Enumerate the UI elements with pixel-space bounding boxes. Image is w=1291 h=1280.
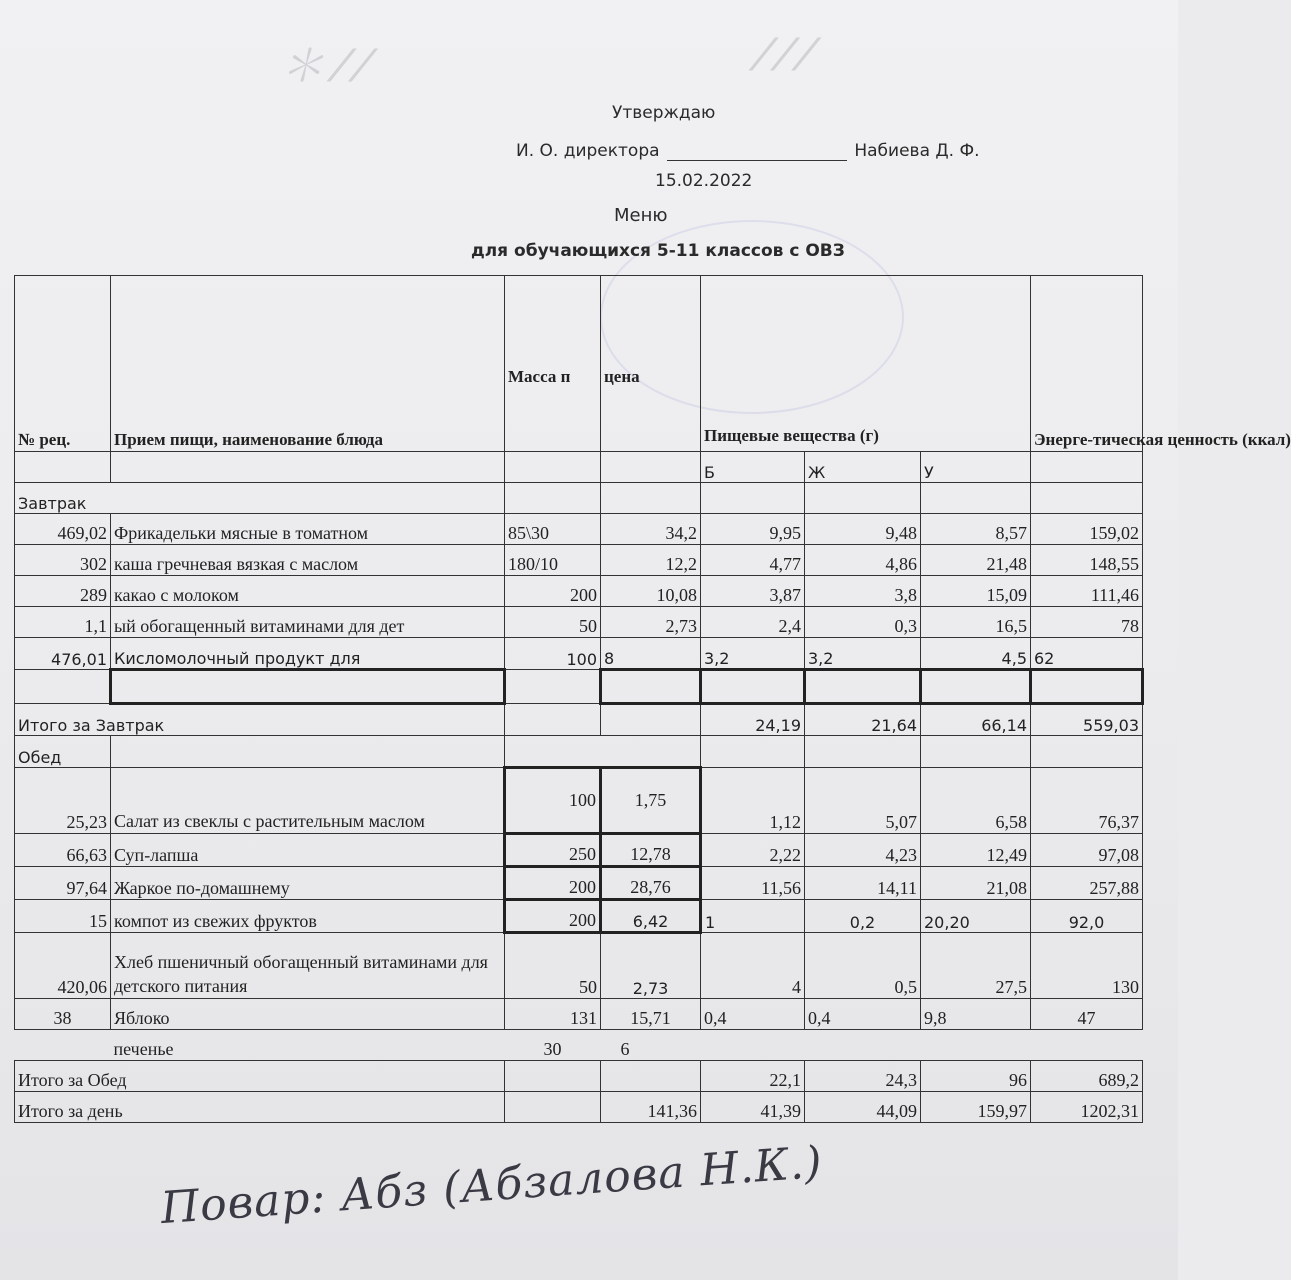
col-header-zh: Ж (805, 452, 921, 483)
cell-name: какао с молоком (111, 576, 505, 607)
approve-label: Утверждаю (612, 103, 716, 123)
cell-kcal: 111,46 (1031, 576, 1143, 607)
cell-mass: 85\30 (505, 514, 601, 545)
total-zh: 24,3 (805, 1061, 921, 1092)
cell-name: Кисломолочный продукт для (111, 638, 505, 670)
cell-no: 25,23 (15, 768, 111, 834)
pencil-marks-right: ⁄ ⁄ ⁄ (760, 30, 811, 81)
cell-b: 4,77 (701, 545, 805, 576)
cell-b: 2,4 (701, 607, 805, 638)
col-header-nutrients: Пищевые вещества (г) (701, 276, 1031, 452)
cell-zh: 9,48 (805, 514, 921, 545)
cell-no: 420,06 (15, 933, 111, 999)
director-line (516, 141, 980, 161)
cell-name: печенье (113, 1039, 174, 1059)
director-name: Набиева Д. Ф. (854, 141, 980, 161)
cell-name: Жаркое по-домашнему (111, 867, 505, 900)
page-subtitle: для обучающихся 5-11 классов с ОВЗ (471, 241, 845, 261)
cell-zh: 0,5 (805, 933, 921, 999)
cell-no: 289 (15, 576, 111, 607)
total-label: Итого за Завтрак (15, 704, 505, 736)
cell-zh: 3,2 (805, 638, 921, 670)
pencil-marks: ＊ ⁄ ⁄ (280, 41, 367, 92)
cell-price: 28,76 (601, 867, 701, 900)
cell-zh: 0,3 (805, 607, 921, 638)
cell-kcal: 148,55 (1031, 545, 1143, 576)
total-row-breakfast (15, 704, 1143, 736)
cell-u: 21,08 (921, 867, 1031, 900)
total-label: Итого за день (15, 1092, 505, 1123)
cell-kcal: 62 (1031, 638, 1143, 670)
cell-u: 16,5 (921, 607, 1031, 638)
table-subheader-row (15, 452, 1143, 483)
total-u: 96 (921, 1061, 1031, 1092)
cell-kcal: 130 (1031, 933, 1143, 999)
total-b: 24,19 (701, 704, 805, 736)
cell-name: ый обогащенный витаминами для дет (111, 607, 505, 638)
page-title: Меню (614, 205, 668, 226)
table-row (15, 768, 1143, 834)
col-header-b: Б (701, 452, 805, 483)
cell-price: 10,08 (601, 576, 701, 607)
cell-b: 4 (701, 933, 805, 999)
col-header-no: № рец. (15, 276, 111, 452)
director-label: И. О. директора (516, 141, 660, 161)
cell-mass: 50 (505, 607, 601, 638)
section-title: Завтрак (15, 483, 505, 514)
cell-name: Яблоко (111, 999, 505, 1030)
menu-table (14, 275, 1291, 1123)
table-row (15, 638, 1143, 670)
section-row-lunch (15, 736, 1143, 768)
section-title: Обед (15, 736, 111, 768)
cell-b: 3,2 (701, 638, 805, 670)
cell-zh: 0,2 (805, 900, 921, 933)
cell-b: 9,95 (701, 514, 805, 545)
col-header-price: цена (601, 276, 701, 452)
cell-name: Фрикадельки мясные в томатном (111, 514, 505, 545)
cell-name: Салат из свеклы с растительным маслом (111, 768, 505, 834)
table-header-row (15, 276, 1143, 452)
cell-kcal: 97,08 (1031, 834, 1143, 867)
table-row (15, 867, 1143, 900)
cell-b: 1,12 (701, 768, 805, 834)
col-header-energy: Энерге-тическая ценность (ккал) (1031, 276, 1143, 452)
cell-no: 302 (15, 545, 111, 576)
cell-b: 11,56 (701, 867, 805, 900)
cell-no: 469,02 (15, 514, 111, 545)
table-row (15, 607, 1143, 638)
cell-u: 12,49 (921, 834, 1031, 867)
cell-zh: 0,4 (805, 999, 921, 1030)
cell-price: 12,2 (601, 545, 701, 576)
cell-b: 2,22 (701, 834, 805, 867)
cell-zh: 4,86 (805, 545, 921, 576)
table-row (15, 834, 1143, 867)
cell-name: компот из свежих фруктов (111, 900, 505, 933)
cell-kcal: 76,37 (1031, 768, 1143, 834)
cell-kcal: 159,02 (1031, 514, 1143, 545)
cell-no: 476,01 (15, 638, 111, 670)
cell-no: 97,64 (15, 867, 111, 900)
cell-u: 6,58 (921, 768, 1031, 834)
table-row (15, 933, 1143, 999)
col-header-name: Прием пищи, наименование блюда (111, 276, 505, 452)
total-zh: 44,09 (805, 1092, 921, 1123)
cell-mass: 250 (505, 834, 601, 867)
total-b: 22,1 (701, 1061, 805, 1092)
cell-u: 8,57 (921, 514, 1031, 545)
cell-mass: 30 (543, 1039, 562, 1059)
cell-u: 20,20 (921, 900, 1031, 933)
table-row (15, 514, 1143, 545)
cell-price: 2,73 (601, 607, 701, 638)
cell-mass: 200 (505, 576, 601, 607)
total-u: 66,14 (921, 704, 1031, 736)
total-kcal: 559,03 (1031, 704, 1143, 736)
cell-no: 1,1 (15, 607, 111, 638)
section-row-breakfast (15, 483, 1143, 514)
cell-price: 8 (601, 638, 701, 670)
cell-no: 15 (15, 900, 111, 933)
cell-price: 2,73 (601, 933, 701, 999)
cell-b: 3,87 (701, 576, 805, 607)
cell-zh: 14,11 (805, 867, 921, 900)
cell-mass: 200 (505, 867, 601, 900)
cell-b: 0,4 (701, 999, 805, 1030)
total-row-day (15, 1092, 1143, 1123)
cell-mass: 100 (505, 638, 601, 670)
cell-no: 38 (15, 999, 111, 1030)
table-row (15, 576, 1143, 607)
cell-name: Хлеб пшеничный обогащенный витаминами для детского питания (111, 933, 505, 999)
cell-u: 15,09 (921, 576, 1031, 607)
cell-kcal: 257,88 (1031, 867, 1143, 900)
cell-mass: 131 (505, 999, 601, 1030)
cell-mass: 50 (505, 933, 601, 999)
cell-name: Суп-лапша (111, 834, 505, 867)
approval-date: 15.02.2022 (655, 171, 753, 191)
total-u: 159,97 (921, 1092, 1031, 1123)
cell-price: 6,42 (601, 900, 701, 933)
cook-signature: Повар: Абз (Абзалова Н.К.) (159, 1136, 825, 1235)
cell-kcal: 78 (1031, 607, 1143, 638)
cell-b: 1 (701, 900, 805, 933)
cell-u: 4,5 (921, 638, 1031, 670)
cell-price: 6 (620, 1039, 630, 1059)
total-kcal: 689,2 (1031, 1061, 1143, 1092)
cell-kcal: 92,0 (1031, 900, 1143, 933)
cell-mass: 100 (505, 768, 601, 834)
table-row (15, 545, 1143, 576)
cell-zh: 3,8 (805, 576, 921, 607)
cell-price: 12,78 (601, 834, 701, 867)
cell-u: 27,5 (921, 933, 1031, 999)
total-b: 41,39 (701, 1092, 805, 1123)
cell-zh: 5,07 (805, 768, 921, 834)
cell-kcal: 47 (1031, 999, 1143, 1030)
total-price: 141,36 (601, 1092, 701, 1123)
col-header-mass: Масса п (505, 276, 601, 452)
table-row (15, 900, 1143, 933)
cell-u: 21,48 (921, 545, 1031, 576)
cell-price: 1,75 (601, 768, 701, 834)
total-zh: 21,64 (805, 704, 921, 736)
cell-name: каша гречневая вязкая с маслом (111, 545, 505, 576)
cell-no: 66,63 (15, 834, 111, 867)
cell-mass: 180/10 (505, 545, 601, 576)
extra-row (15, 1030, 1143, 1061)
empty-row (15, 670, 1143, 704)
total-kcal: 1202,31 (1031, 1092, 1143, 1123)
table-row (15, 999, 1143, 1030)
col-header-u: У (921, 452, 1031, 483)
cell-u: 9,8 (921, 999, 1031, 1030)
cell-price: 34,2 (601, 514, 701, 545)
cell-price: 15,71 (601, 999, 701, 1030)
total-row-lunch (15, 1061, 1143, 1092)
cell-zh: 4,23 (805, 834, 921, 867)
total-label: Итого за Обед (15, 1061, 505, 1092)
signature-line (667, 144, 847, 161)
cell-mass: 200 (505, 900, 601, 933)
